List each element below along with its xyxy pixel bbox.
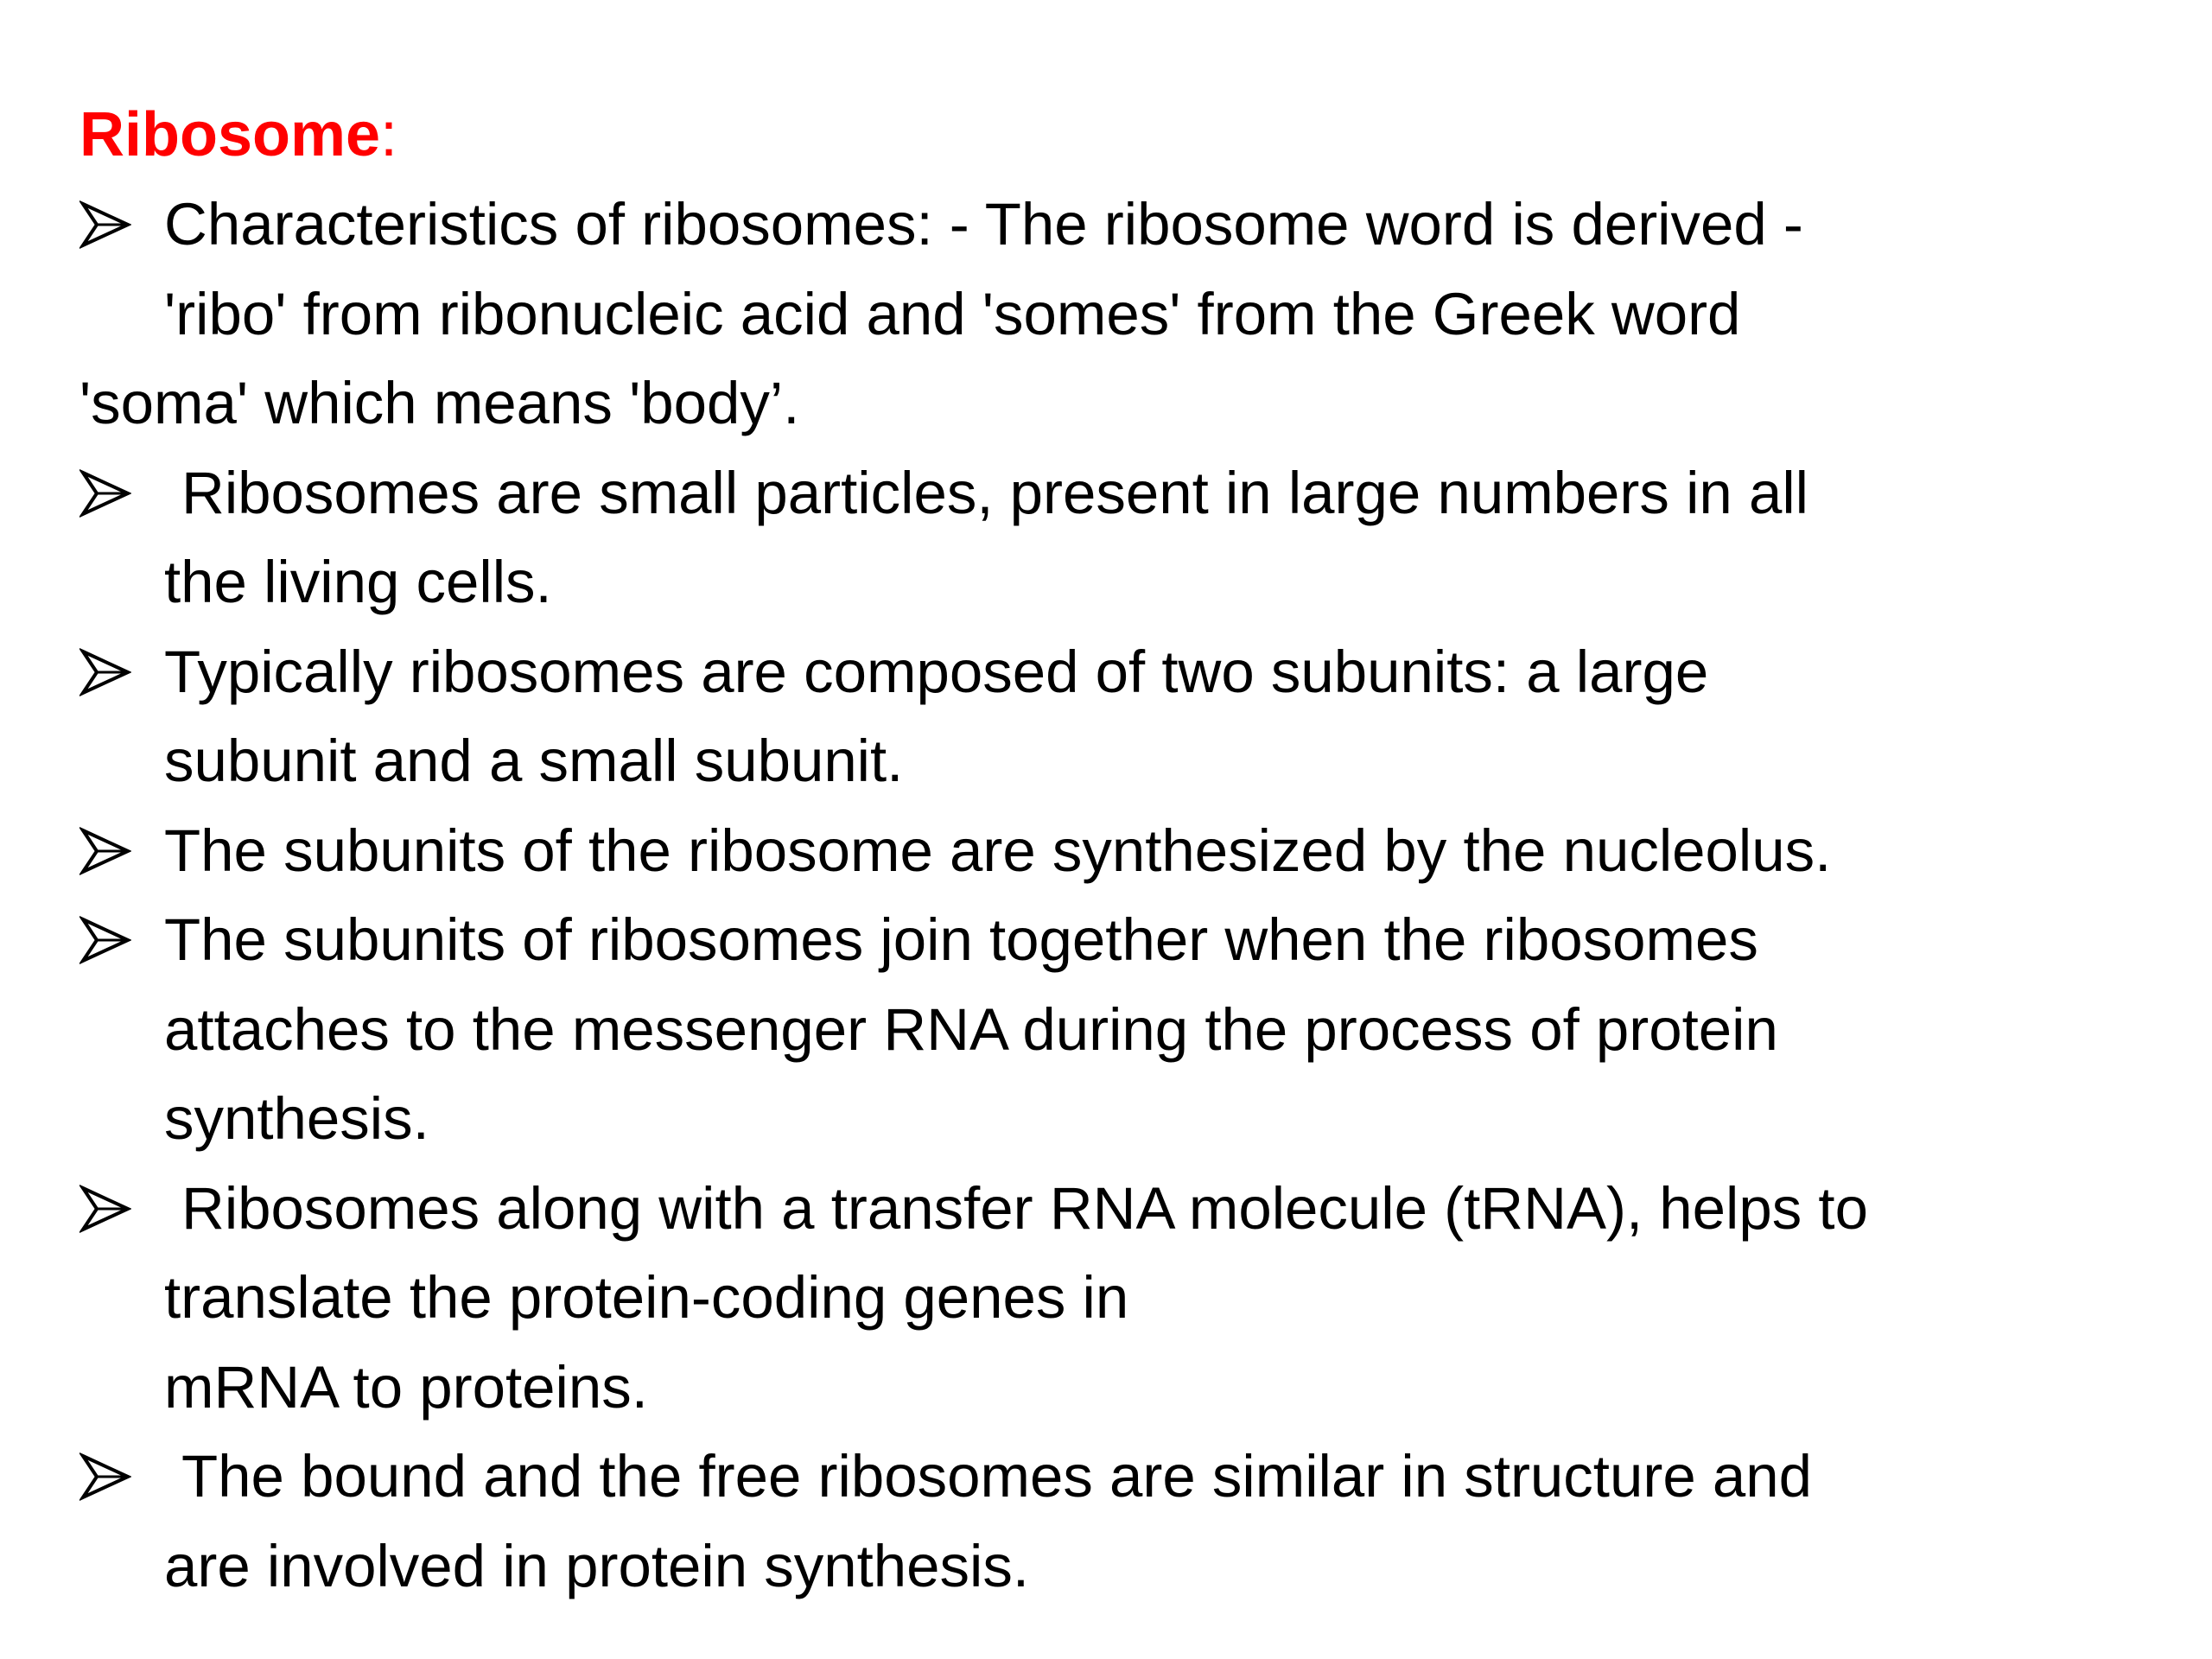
bullet-item [79,448,2136,627]
bullet-line: the living cells. [164,549,552,615]
bullet-line: The subunits of ribosomes join together when the ribosomes [164,906,1758,973]
arrowhead-bullet-icon [79,646,131,698]
arrowhead-bullet-icon [79,467,131,519]
arrowhead-bullet-icon [79,1183,131,1235]
bullet-item [79,806,2136,896]
slide-content [79,90,2136,1611]
arrowhead-bullet-icon [79,914,131,966]
bullet-line: Characteristics of ribosomes: - The ribosome word is derived - [164,191,1803,257]
bullet-line: The subunits of the ribosome are synthesized by the nucleolus. [164,817,1832,884]
bullet-item [79,895,2136,1164]
bullet-list [79,180,2136,1611]
bullet-item [79,1164,2136,1433]
arrowhead-bullet-icon [79,199,131,251]
bullet-item [79,627,2136,806]
bullet-line: 'soma' which means 'body’. [79,370,800,436]
title-colon: : [380,100,398,169]
bullet-item [79,1432,2136,1611]
bullet-line: Ribosomes are small particles, present in large numbers in all [181,459,1808,526]
bullet-line: Typically ribosomes are composed of two subunits: a large [164,638,1709,705]
bullet-line: mRNA to proteins. [164,1353,648,1421]
bullet-line: translate the protein-coding genes in [164,1264,1129,1331]
bullet-line: attaches to the messenger RNA during the process of protein [164,995,1778,1063]
slide-title [79,90,2136,180]
bullet-line: synthesis. [164,1085,429,1152]
title-text: Ribosome [79,100,381,169]
bullet-item [79,180,2136,448]
bullet-line: are involved in protein synthesis. [164,1532,1030,1599]
arrowhead-bullet-icon [79,825,131,877]
bullet-line: subunit and a small subunit. [164,728,904,794]
bullet-line: Ribosomes along with a transfer RNA molecule (tRNA), helps to [181,1174,1868,1242]
bullet-line: The bound and the free ribosomes are similar in structure and [181,1443,1812,1510]
arrowhead-bullet-icon [79,1451,131,1503]
bullet-line: 'ribo' from ribonucleic acid and 'somes' from the Greek word [164,280,1741,347]
